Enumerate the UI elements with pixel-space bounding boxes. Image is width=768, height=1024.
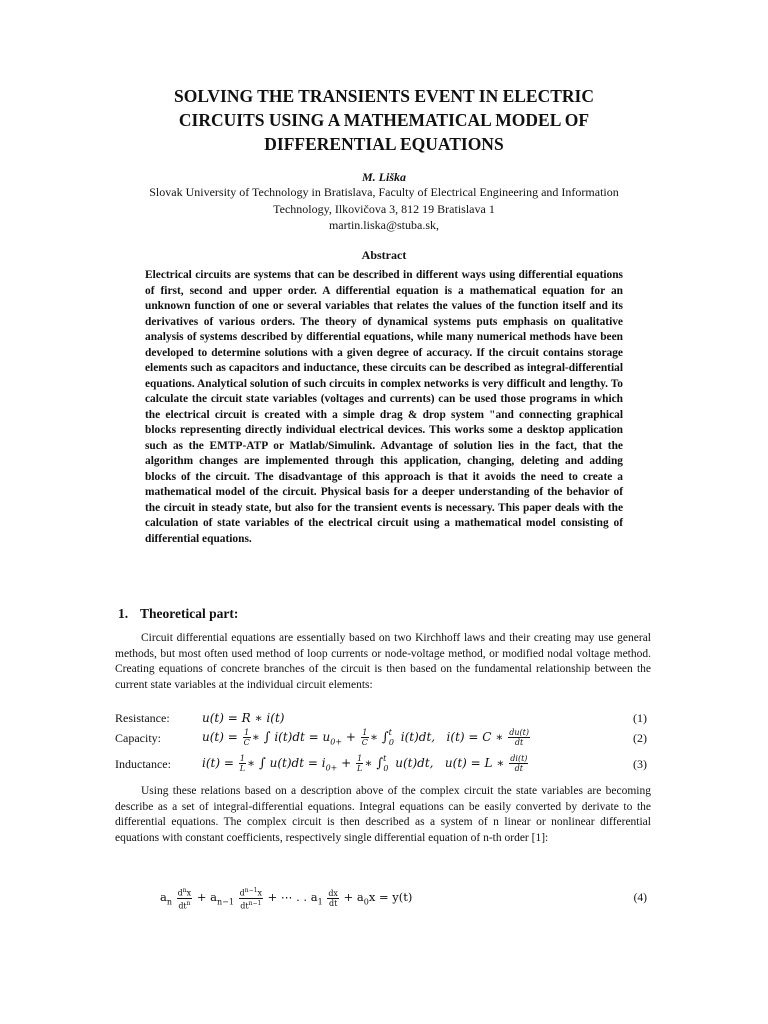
equation-4 xyxy=(160,886,651,912)
paragraph-2: Using these relations based on a description above of the complex circuit the state variables are becoming describe as a set of integral-differential equations. Integral equations can be easily converted by derivate to the differential equations. The complex circuit is then described as a system of n linear or nonlinear differential equations with constant coefficients, respectively single differential equation of n-th order [1]: xyxy=(115,785,651,844)
capacity-label: Capacity: xyxy=(115,731,161,745)
equation-2 xyxy=(115,728,651,752)
equation-1-body: u(t) = R ∗ i(t) xyxy=(202,711,285,725)
author-name: M. Liška xyxy=(361,170,406,184)
affiliation xyxy=(60,184,708,234)
equation-4-number: (4) xyxy=(633,892,647,904)
paper-title xyxy=(60,84,708,156)
section-number: 1. xyxy=(118,606,129,621)
equation-4-body: $a_n$ $\frac{d^nx}{dt^n}$ + $a_{n-1}$ $\frac{d^{n-1}x}{dt^{n-1}}$ + ⋯ . . $a_1$ $\frac{dx}{dt}$ + $a_0x = y(t)$ xyxy=(160,887,413,911)
abstract-heading: Abstract xyxy=(361,248,407,262)
author-email: martin.liska@stuba.sk, xyxy=(328,218,440,232)
inductance-label: Inductance: xyxy=(115,757,171,771)
abstract-text: Electrical circuits are systems that can be described in different ways using differential equations of first, second and upper order. A differential equation is a mathematical equation for an unknown function of one or several variables that relates the values of the function itself and its derivatives of various orders. The theory of dynamical systems puts emphasis on qualitative analysis of systems described by differential equations, while many numerical methods have been developed to determine solutions with a given degree of accuracy. If the circuit contains storage elements such as capacitors and inductance, these circuits can be described as integral-differential equations. Analytical solution of such circuits in complex networks is very difficult and lengthy. To calculate the circuit state variables (voltages and currents) can be used those programs in which the electrical circuit is created with a simple drag & drop system "and connecting graphical blocks representing directly individual electrical devices. This works some a desktop application such as the EMTP-ATP or Matlab/Simulink. Advantage of solution lies in the fact, that the algorithm changes are implemented through this application, changing, deleting and adding blocks of the circuit. The disadvantage of this approach is that it avoids the need to create a mathematical model of the circuit. Physical basis for a deeper understanding of the behavior of the circuit in steady state, but also for the transient events is necessary. This paper deals with the calculation of state variables of the electrical circuit using a mathematical model consisting of differential equations. xyxy=(145,269,623,545)
equation-2-number: (2) xyxy=(633,731,647,745)
title-line-2: CIRCUITS USING A MATHEMATICAL MODEL OF xyxy=(178,110,590,130)
affiliation-line-1: Slovak University of Technology in Bratislava, Faculty of Electrical Engineering and Information xyxy=(149,185,619,199)
title-line-1: SOLVING THE TRANSIENTS EVENT IN ELECTRIC xyxy=(174,86,594,106)
equation-2-body: u(t) = $\frac{1}{C}$ ∗ ∫ $i(t)dt = u_{0+}$ + $\frac{1}{C}$ ∗ ∫$^t_0$ i(t)dt, i(t) = C ∗ $\frac{du(t)}{dt}$ xyxy=(202,728,529,747)
section-heading xyxy=(118,606,238,622)
title-line-3: DIFFERENTIAL EQUATIONS xyxy=(264,134,504,154)
equation-1-number: (1) xyxy=(633,711,647,725)
resistance-label: Resistance: xyxy=(115,711,170,725)
paragraph-1: Circuit differential equations are essentially based on two Kirchhoff laws and their creating may use general methods, but most often used method of loop currents or node-voltage method, or modified nodal voltage method. Creating equations of concrete branches of the circuit is then based on the fundamental relationship between the current state variables at the individual circuit elements: xyxy=(115,632,651,691)
equation-3-number: (3) xyxy=(633,757,647,771)
affiliation-line-2: Technology, Ilkovičova 3, 812 19 Bratislava 1 xyxy=(273,201,495,216)
section-title: Theoretical part: xyxy=(140,606,239,621)
equation-3-body: i(t) = $\frac{1}{L}$ ∗ ∫ $u(t)dt = i_{0+}$ + $\frac{1}{L}$ ∗ ∫$^t_0$ u(t)dt, u(t) = L ∗ $\frac{di(t)}{dt}$ xyxy=(202,754,528,773)
equation-3 xyxy=(115,754,651,778)
